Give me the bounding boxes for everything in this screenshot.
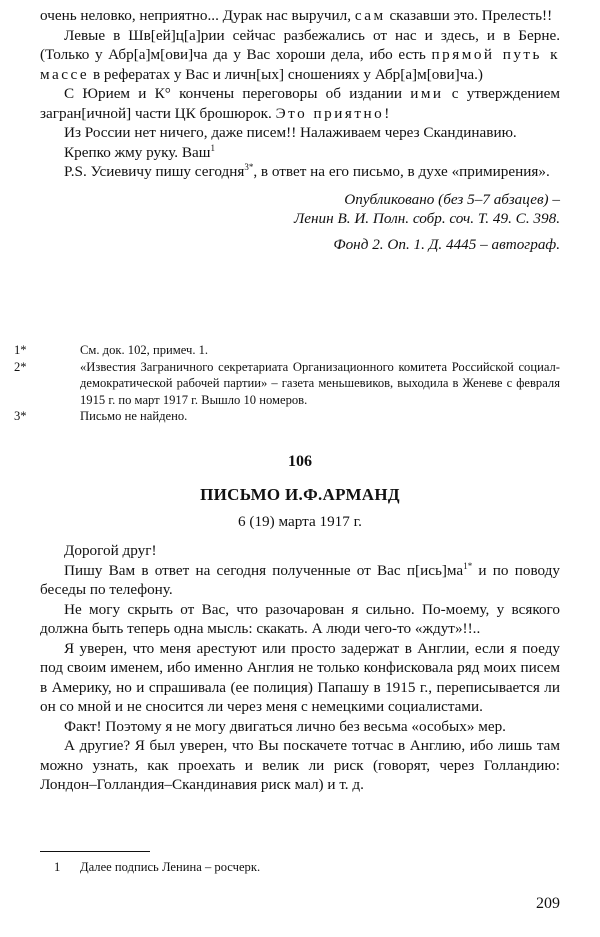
- spaced-text: Это приятно!: [275, 104, 392, 122]
- footnote: [14, 359, 560, 409]
- footnote: [14, 408, 560, 425]
- paragraph: Факт! Поэтому я не могу двигаться лично без весьма «особых» мер.: [64, 717, 506, 735]
- paragraph: Я уверен, что меня арестуют или просто задержат в Англии, если я поеду под своим именем, ибо именно Англия не только конфисковала ряд моих писем в Америку, но и спрашивала (ее полиция) Папашу в 1915 г., переписывается ли он со мной и не сносится ли через меня с немецкими социалистами.: [40, 639, 560, 715]
- footnote-text: Письмо не найдено.: [80, 409, 188, 423]
- signature-line: [40, 143, 560, 163]
- spaced-text: прямой путь к массе: [40, 46, 560, 83]
- paragraph: [40, 84, 560, 123]
- footnote: [40, 859, 560, 876]
- publication-note: Опубликовано (без 5–7 абзацев) –: [344, 190, 560, 208]
- greeting: Дорогой друг!: [64, 542, 157, 559]
- document-title: ПИСЬМО И.Ф.АРМАНД: [200, 485, 400, 504]
- footnote-ref: 3*: [244, 161, 254, 172]
- footnote-text: Далее подпись Ленина – росчерк.: [80, 860, 261, 874]
- paragraph: [40, 26, 560, 85]
- paragraph: Не могу скрыть от Вас, что разочарован я сильно. По-моему, у всякого должна быть теперь одна мысль: скакать. А люди чего-то «ждут»!!..: [40, 600, 560, 637]
- text: Пишу Вам в ответ на сегодня полученные от Вас п[ись]ма: [64, 561, 464, 579]
- footnotes-top: [14, 342, 560, 425]
- text: , в ответ на его письмо, в духе «примирения».: [253, 163, 550, 180]
- spaced-text: ими: [410, 85, 444, 102]
- page-number: 209: [536, 895, 560, 912]
- paragraph: А другие? Я был уверен, что Вы поскачете тотчас в Англию, ибо лишь там можно узнать, как проехать и велик ли риск (говорят, через Голландию: Лондон–Голландия–Скандинавия риск мал) и т. д.: [40, 737, 560, 793]
- paragraph: Из России нет ничего, даже писем!! Налаживаем через Скандинавию.: [64, 124, 517, 141]
- text: очень неловко, неприятно... Дурак нас выручил,: [40, 7, 352, 24]
- footnotes-bottom: [40, 859, 560, 876]
- text: с утверждением загран[ичной] части ЦК брошюрок.: [40, 85, 560, 122]
- footnote-ref: 1*: [463, 560, 473, 571]
- footnote-text: См. док. 102, примеч. 1.: [80, 343, 209, 357]
- text: P.S. Усиевичу пишу сегодня: [64, 163, 245, 180]
- text: Крепко жму руку. Ваш: [64, 143, 211, 161]
- text: С Юрием и К° кончены переговоры об издании: [64, 85, 402, 102]
- text: в рефератах у Вас и личн[ых] сношениях у Абр[а]м[ови]ча.): [92, 65, 483, 83]
- document-date: 6 (19) марта 1917 г.: [238, 513, 362, 530]
- archive-note: Фонд 2. Оп. 1. Д. 4445 – автограф.: [333, 235, 560, 253]
- paragraph: [40, 561, 560, 600]
- footnote-mark: 1*: [14, 343, 27, 357]
- footnote-mark: 2*: [14, 359, 27, 374]
- text: сказавши это. Прелесть!!: [389, 7, 553, 24]
- spaced-text: сам: [354, 7, 386, 24]
- footnote-text: «Известия Заграничного секретариата Организационного комитета Российской социал-демократической рабочей партии» – газета меньшевиков, выходила в Женеве с февраля 1915 г. по март 1917 г. Вышло 10 номеров.: [80, 359, 560, 407]
- footnote-mark: 3*: [14, 409, 27, 423]
- footnote-divider: [40, 851, 150, 852]
- footnote-mark: 1: [54, 860, 61, 874]
- footnote-ref: 1: [210, 142, 215, 153]
- letter-continuation: [40, 6, 560, 254]
- publication-note: Ленин В. И. Полн. собр. соч. Т. 49. С. 398.: [293, 210, 560, 227]
- letter-body: [40, 541, 560, 795]
- footnote: [14, 342, 560, 359]
- text: и по поводу беседы по телефону.: [40, 561, 560, 598]
- text: Левые в Шв[ей]ц[а]рии сейчас разбежались от нас и здесь, и в Берне. (Только у Абр[а]м[ови]ча да у Вас хороши дела, ибо есть: [40, 26, 560, 63]
- postscript: [40, 162, 560, 182]
- paragraph: [40, 6, 560, 26]
- document-number: 106: [288, 453, 312, 470]
